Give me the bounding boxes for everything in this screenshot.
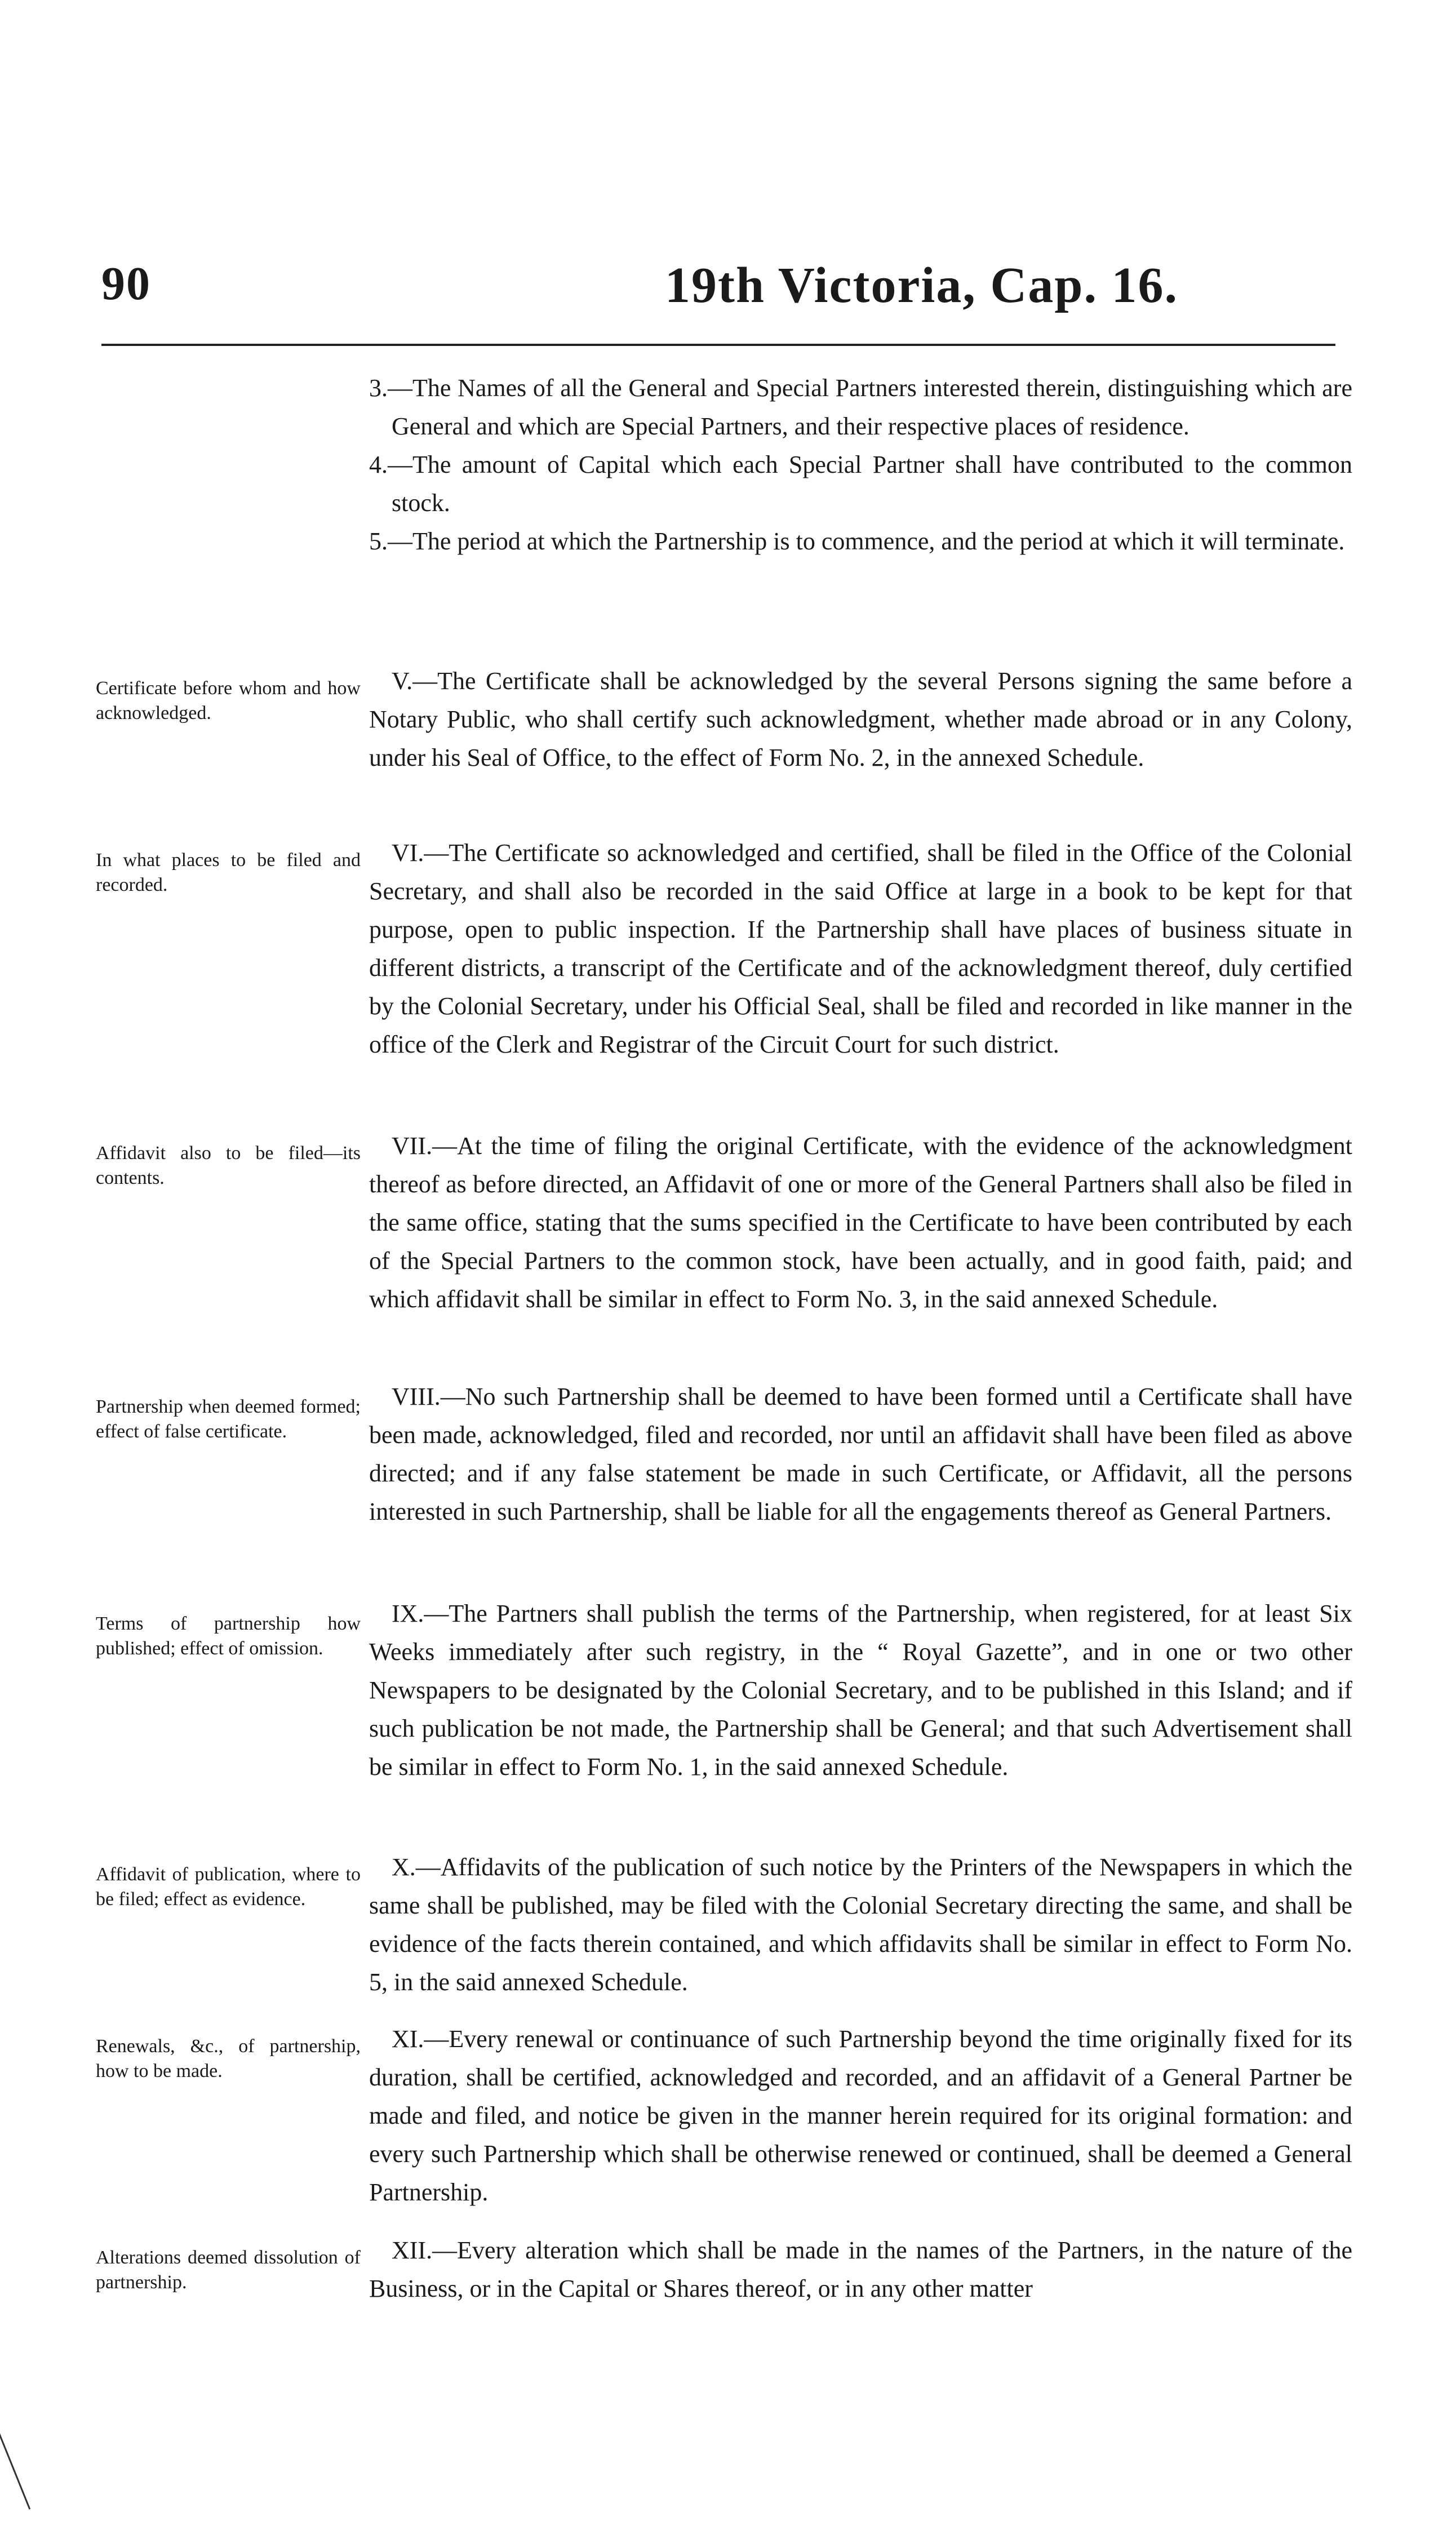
margin-note-section-x: Affidavit of publication, where to be filed; effect as evidence. [96,1864,361,1910]
margin-note-section-ix: Terms of partnership how published; effect of omission. [96,1613,361,1659]
section-vi-text: VI.—The Certificate so acknowledged and certified, shall be filed in the Office of the Colonial Secretary, and shall also be recorded in the said Office at large in a book to be kept for that purpose, open to public inspection. If the Partnership shall have places of business situate in different districts, a transcript of the Certificate and of the acknowledgment thereof, duly certified by the Colonial Secretary, under his Official Seal, shall be filed and recorded in like manner in the office of the Clerk and Registrar of the Circuit Court for such district. [369,839,1352,1058]
list-item: 4.—The amount of Capital which each Special Partner shall have contributed to the common stock. [369,451,1352,517]
margin-note-section-vi: In what places to be filed and recorded. [96,850,361,895]
section-vii-text: VII.—At the time of filing the original Certificate, with the evidence of the acknowledgment thereof as before directed, an Affidavit of one or more of the General Partners shall also be filed in the same office, stating that the sums specified in the Certificate to have been contributed by each of the Special Partners to the common stock, have been actually, and in good faith, paid; and which affidavit shall be similar in effect to Form No. 3, in the said annexed Schedule. [369,1132,1352,1313]
continued-list [369,369,1352,561]
header-rule [101,344,1335,346]
list-item: 5.—The period at which the Partnership is to commence, and the period at which it will terminate. [369,527,1345,555]
section-v-text: V.—The Certificate shall be acknowledged by the several Persons signing the same before a Notary Public, who shall certify such acknowledgment, whether made abroad or in any Colony, under his Seal of Office, to the effect of Form No. 2, in the annexed Schedule. [369,667,1352,771]
section-viii-text: VIII.—No such Partnership shall be deemed to have been formed until a Certificate shall have been made, acknowledged, filed and recorded, nor until an affidavit shall have been filed as above directed; and if any false statement be made in such Certificate, or Affidavit, all the persons interested in such Partnership, shall be liable for all the engagements thereof as General Partners. [369,1383,1352,1525]
margin-note-section-xi: Renewals, &c., of partnership, how to be made. [96,2036,361,2081]
section-ix-text: IX.—The Partners shall publish the terms of the Partnership, when registered, for at least Six Weeks immediately after such registry, in the “ Royal Gazette”, and in one or two other Newspapers to be designated by the Colonial Secretary, and to be published in this Island; and if such publication be not made, the Partnership shall be General; and that such Advertisement shall be similar in effect to Form No. 1, in the said annexed Schedule. [369,1600,1352,1781]
section-xii-text: XII.—Every alteration which shall be made in the names of the Partners, in the nature of the Business, or in the Capital or Shares thereof, or in any other matter [369,2236,1352,2302]
page-number: 90 [101,258,151,310]
margin-note-section-xii: Alterations deemed dissolution of partnership. [96,2247,361,2293]
running-title: 19th Victoria, Cap. 16. [665,258,1178,313]
margin-note-section-vii: Affidavit also to be filed—its contents. [96,1143,361,1188]
margin-note-section-v: Certificate before whom and how acknowledged. [96,678,361,724]
scan-edge-mark [0,2387,35,2509]
list-item: 3.—The Names of all the General and Special Partners interested therein, distinguishing which are General and which are Special Partners, and their respective places of residence. [369,374,1352,440]
section-xi-text: XI.—Every renewal or continuance of such Partnership beyond the time originally fixed for its duration, shall be certified, acknowledged and recorded, and an affidavit of a General Partner be made and filed, and notice be given in the manner herein required for its original formation: and every such Partnership which shall be otherwise renewed or continued, shall be deemed a General Partnership. [369,2025,1352,2206]
margin-note-section-viii: Partnership when deemed formed; effect of false certificate. [96,1396,361,1442]
section-x-text: X.—Affidavits of the publication of such notice by the Printers of the Newspapers in which the same shall be published, may be filed with the Colonial Secretary directing the same, and shall be evidence of the facts therein contained, and which affidavits shall be similar in effect to Form No. 5, in the said annexed Schedule. [369,1853,1352,1996]
